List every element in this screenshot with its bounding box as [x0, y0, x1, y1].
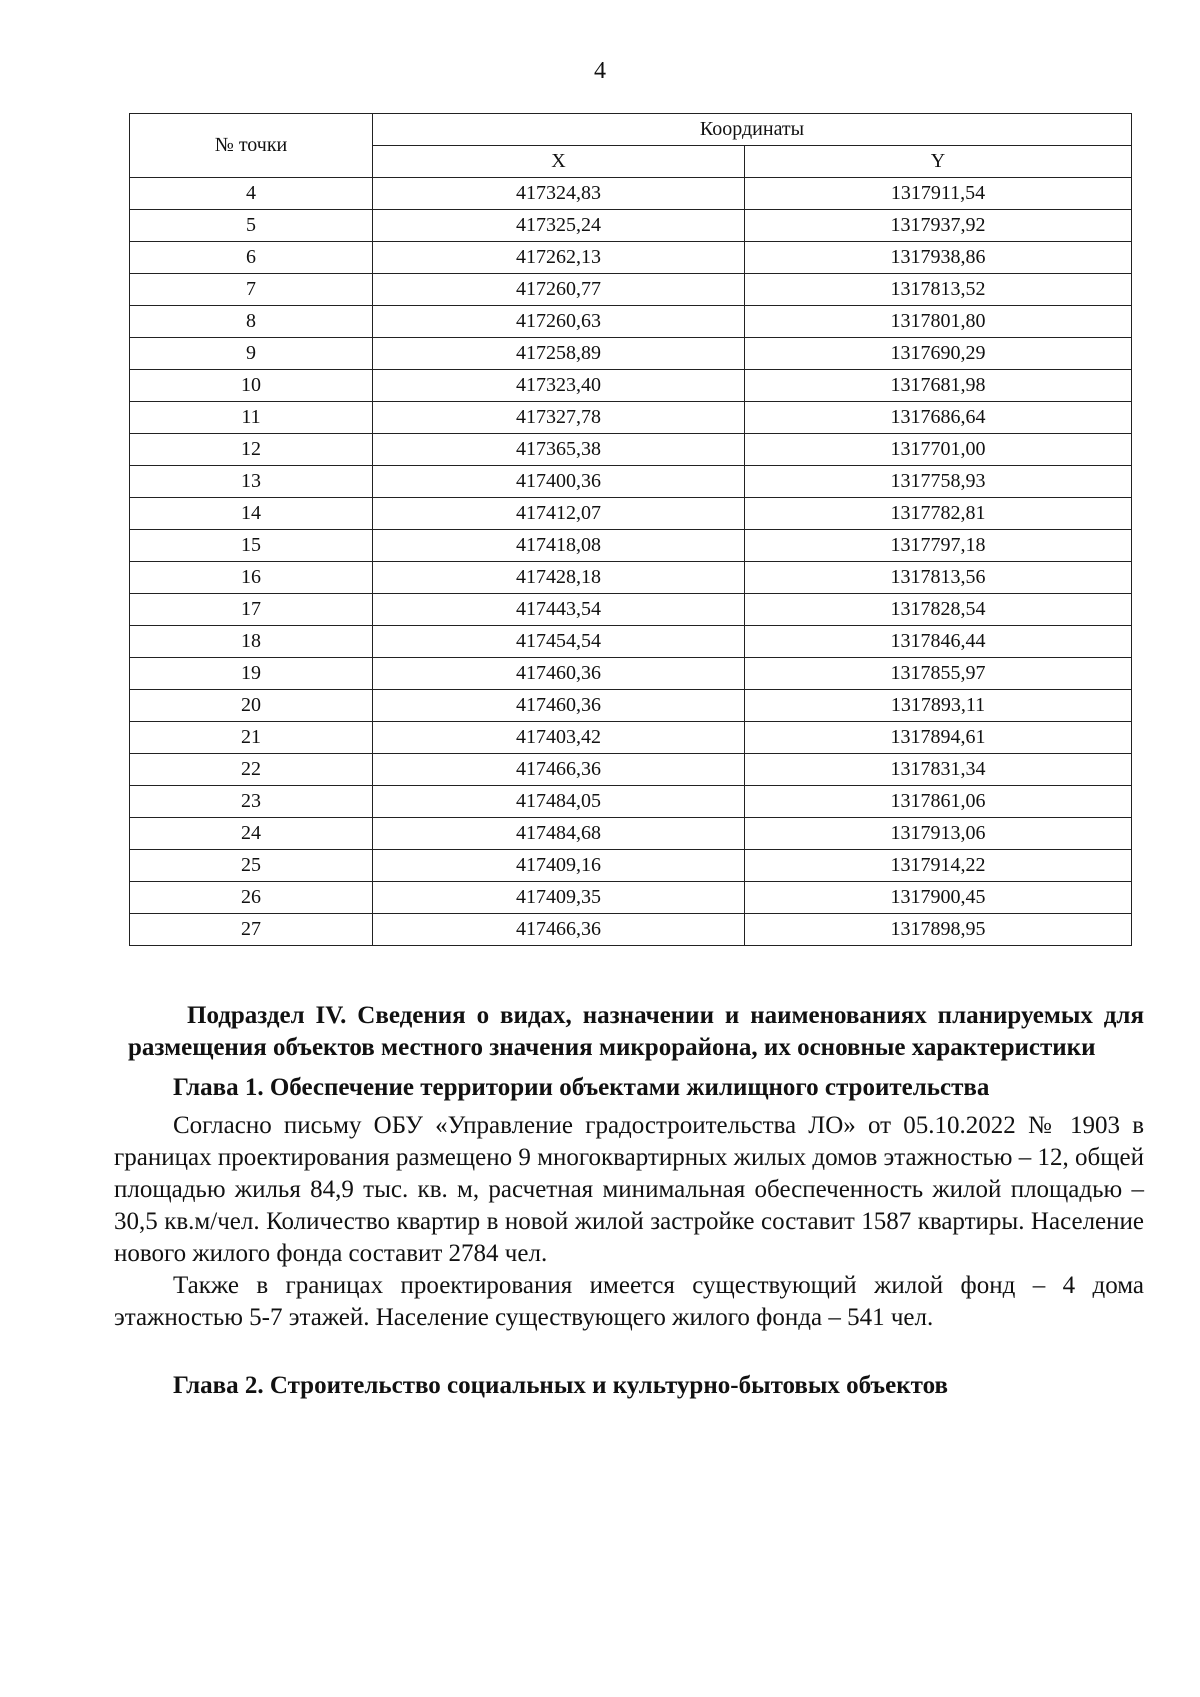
- table-row: [130, 818, 1132, 850]
- table-row: [130, 722, 1132, 754]
- point-number-cell: 16: [130, 562, 373, 594]
- table-row: [130, 466, 1132, 498]
- table-row: [130, 562, 1132, 594]
- x-coordinate-cell: 417484,68: [373, 818, 745, 850]
- point-number-cell: 20: [130, 690, 373, 722]
- table-row: [130, 402, 1132, 434]
- point-number-cell: 22: [130, 754, 373, 786]
- y-coordinate-cell: 1317758,93: [745, 466, 1132, 498]
- point-number-cell: 15: [130, 530, 373, 562]
- point-number-cell: 27: [130, 914, 373, 946]
- y-coordinate-cell: 1317913,06: [745, 818, 1132, 850]
- x-coordinate-cell: 417460,36: [373, 690, 745, 722]
- y-coordinate-cell: 1317894,61: [745, 722, 1132, 754]
- header-coordinates: Координаты: [373, 114, 1132, 146]
- coordinates-table: [129, 113, 1132, 946]
- x-coordinate-cell: 417418,08: [373, 530, 745, 562]
- point-number-cell: 24: [130, 818, 373, 850]
- x-coordinate-cell: 417484,05: [373, 786, 745, 818]
- table-row: [130, 370, 1132, 402]
- table-row: [130, 434, 1132, 466]
- header-x: X: [373, 146, 745, 178]
- point-number-cell: 6: [130, 242, 373, 274]
- y-coordinate-cell: 1317690,29: [745, 338, 1132, 370]
- y-coordinate-cell: 1317846,44: [745, 626, 1132, 658]
- y-coordinate-cell: 1317900,45: [745, 882, 1132, 914]
- section-title: Подраздел IV. Сведения о видах, назначении и наименованиях планируемых для размещения объектов местного значения микрорайона, их основные характеристики: [128, 1002, 1144, 1061]
- x-coordinate-cell: 417466,36: [373, 914, 745, 946]
- point-number-cell: 7: [130, 274, 373, 306]
- table-row: [130, 594, 1132, 626]
- x-coordinate-cell: 417262,13: [373, 242, 745, 274]
- x-coordinate-cell: 417454,54: [373, 626, 745, 658]
- y-coordinate-cell: 1317686,64: [745, 402, 1132, 434]
- table-row: [130, 498, 1132, 530]
- table-row: [130, 178, 1132, 210]
- table-row: [130, 530, 1132, 562]
- y-coordinate-cell: 1317813,56: [745, 562, 1132, 594]
- y-coordinate-cell: 1317801,80: [745, 306, 1132, 338]
- table-row: [130, 658, 1132, 690]
- point-number-cell: 10: [130, 370, 373, 402]
- header-point-number: № точки: [130, 114, 373, 178]
- x-coordinate-cell: 417324,83: [373, 178, 745, 210]
- table-row: [130, 338, 1132, 370]
- x-coordinate-cell: 417460,36: [373, 658, 745, 690]
- header-y: Y: [745, 146, 1132, 178]
- paragraph-1: Согласно письму ОБУ «Управление градостроительства ЛО» от 05.10.2022 № 1903 в границах проектирования размещено 9 многоквартирных жилых домов этажностью – 12, общей площадью жилья 84,9 тыс. кв. м, расчетная минимальная обеспеченность жилой площадью – 30,5 кв.м/чел. Количество квартир в новой жилой застройке составит 1587 квартиры. Население нового жилого фонда составит 2784 чел.: [114, 1112, 1144, 1267]
- body-text: [114, 1000, 1144, 1402]
- x-coordinate-cell: 417466,36: [373, 754, 745, 786]
- chapter-2-title: Глава 2. Строительство социальных и культурно-бытовых объектов: [173, 1372, 948, 1399]
- point-number-cell: 17: [130, 594, 373, 626]
- coordinates-table-body: [130, 178, 1132, 946]
- table-row: [130, 210, 1132, 242]
- y-coordinate-cell: 1317911,54: [745, 178, 1132, 210]
- paragraph-2: Также в границах проектирования имеется существующий жилой фонд – 4 дома этажностью 5-7 этажей. Население существующего жилого фонда – 541 чел.: [114, 1272, 1144, 1331]
- y-coordinate-cell: 1317893,11: [745, 690, 1132, 722]
- y-coordinate-cell: 1317797,18: [745, 530, 1132, 562]
- x-coordinate-cell: 417409,35: [373, 882, 745, 914]
- y-coordinate-cell: 1317813,52: [745, 274, 1132, 306]
- x-coordinate-cell: 417323,40: [373, 370, 745, 402]
- table-row: [130, 882, 1132, 914]
- table-row: [130, 914, 1132, 946]
- point-number-cell: 5: [130, 210, 373, 242]
- table-row: [130, 754, 1132, 786]
- point-number-cell: 12: [130, 434, 373, 466]
- y-coordinate-cell: 1317855,97: [745, 658, 1132, 690]
- x-coordinate-cell: 417400,36: [373, 466, 745, 498]
- y-coordinate-cell: 1317782,81: [745, 498, 1132, 530]
- x-coordinate-cell: 417409,16: [373, 850, 745, 882]
- point-number-cell: 13: [130, 466, 373, 498]
- y-coordinate-cell: 1317937,92: [745, 210, 1132, 242]
- x-coordinate-cell: 417260,63: [373, 306, 745, 338]
- table-row: [130, 690, 1132, 722]
- table-row: [130, 306, 1132, 338]
- y-coordinate-cell: 1317831,34: [745, 754, 1132, 786]
- table-row: [130, 242, 1132, 274]
- point-number-cell: 14: [130, 498, 373, 530]
- chapter-1-title: Глава 1. Обеспечение территории объектами жилищного строительства: [173, 1074, 990, 1101]
- point-number-cell: 26: [130, 882, 373, 914]
- x-coordinate-cell: 417428,18: [373, 562, 745, 594]
- point-number-cell: 19: [130, 658, 373, 690]
- page-number: 4: [594, 58, 606, 84]
- point-number-cell: 25: [130, 850, 373, 882]
- table-row: [130, 850, 1132, 882]
- y-coordinate-cell: 1317828,54: [745, 594, 1132, 626]
- point-number-cell: 8: [130, 306, 373, 338]
- point-number-cell: 23: [130, 786, 373, 818]
- x-coordinate-cell: 417443,54: [373, 594, 745, 626]
- x-coordinate-cell: 417365,38: [373, 434, 745, 466]
- y-coordinate-cell: 1317938,86: [745, 242, 1132, 274]
- x-coordinate-cell: 417403,42: [373, 722, 745, 754]
- y-coordinate-cell: 1317898,95: [745, 914, 1132, 946]
- point-number-cell: 18: [130, 626, 373, 658]
- point-number-cell: 21: [130, 722, 373, 754]
- y-coordinate-cell: 1317861,06: [745, 786, 1132, 818]
- point-number-cell: 11: [130, 402, 373, 434]
- y-coordinate-cell: 1317914,22: [745, 850, 1132, 882]
- table-row: [130, 786, 1132, 818]
- table-row: [130, 274, 1132, 306]
- y-coordinate-cell: 1317681,98: [745, 370, 1132, 402]
- table-row: [130, 626, 1132, 658]
- x-coordinate-cell: 417260,77: [373, 274, 745, 306]
- y-coordinate-cell: 1317701,00: [745, 434, 1132, 466]
- point-number-cell: 4: [130, 178, 373, 210]
- x-coordinate-cell: 417258,89: [373, 338, 745, 370]
- point-number-cell: 9: [130, 338, 373, 370]
- x-coordinate-cell: 417325,24: [373, 210, 745, 242]
- x-coordinate-cell: 417327,78: [373, 402, 745, 434]
- x-coordinate-cell: 417412,07: [373, 498, 745, 530]
